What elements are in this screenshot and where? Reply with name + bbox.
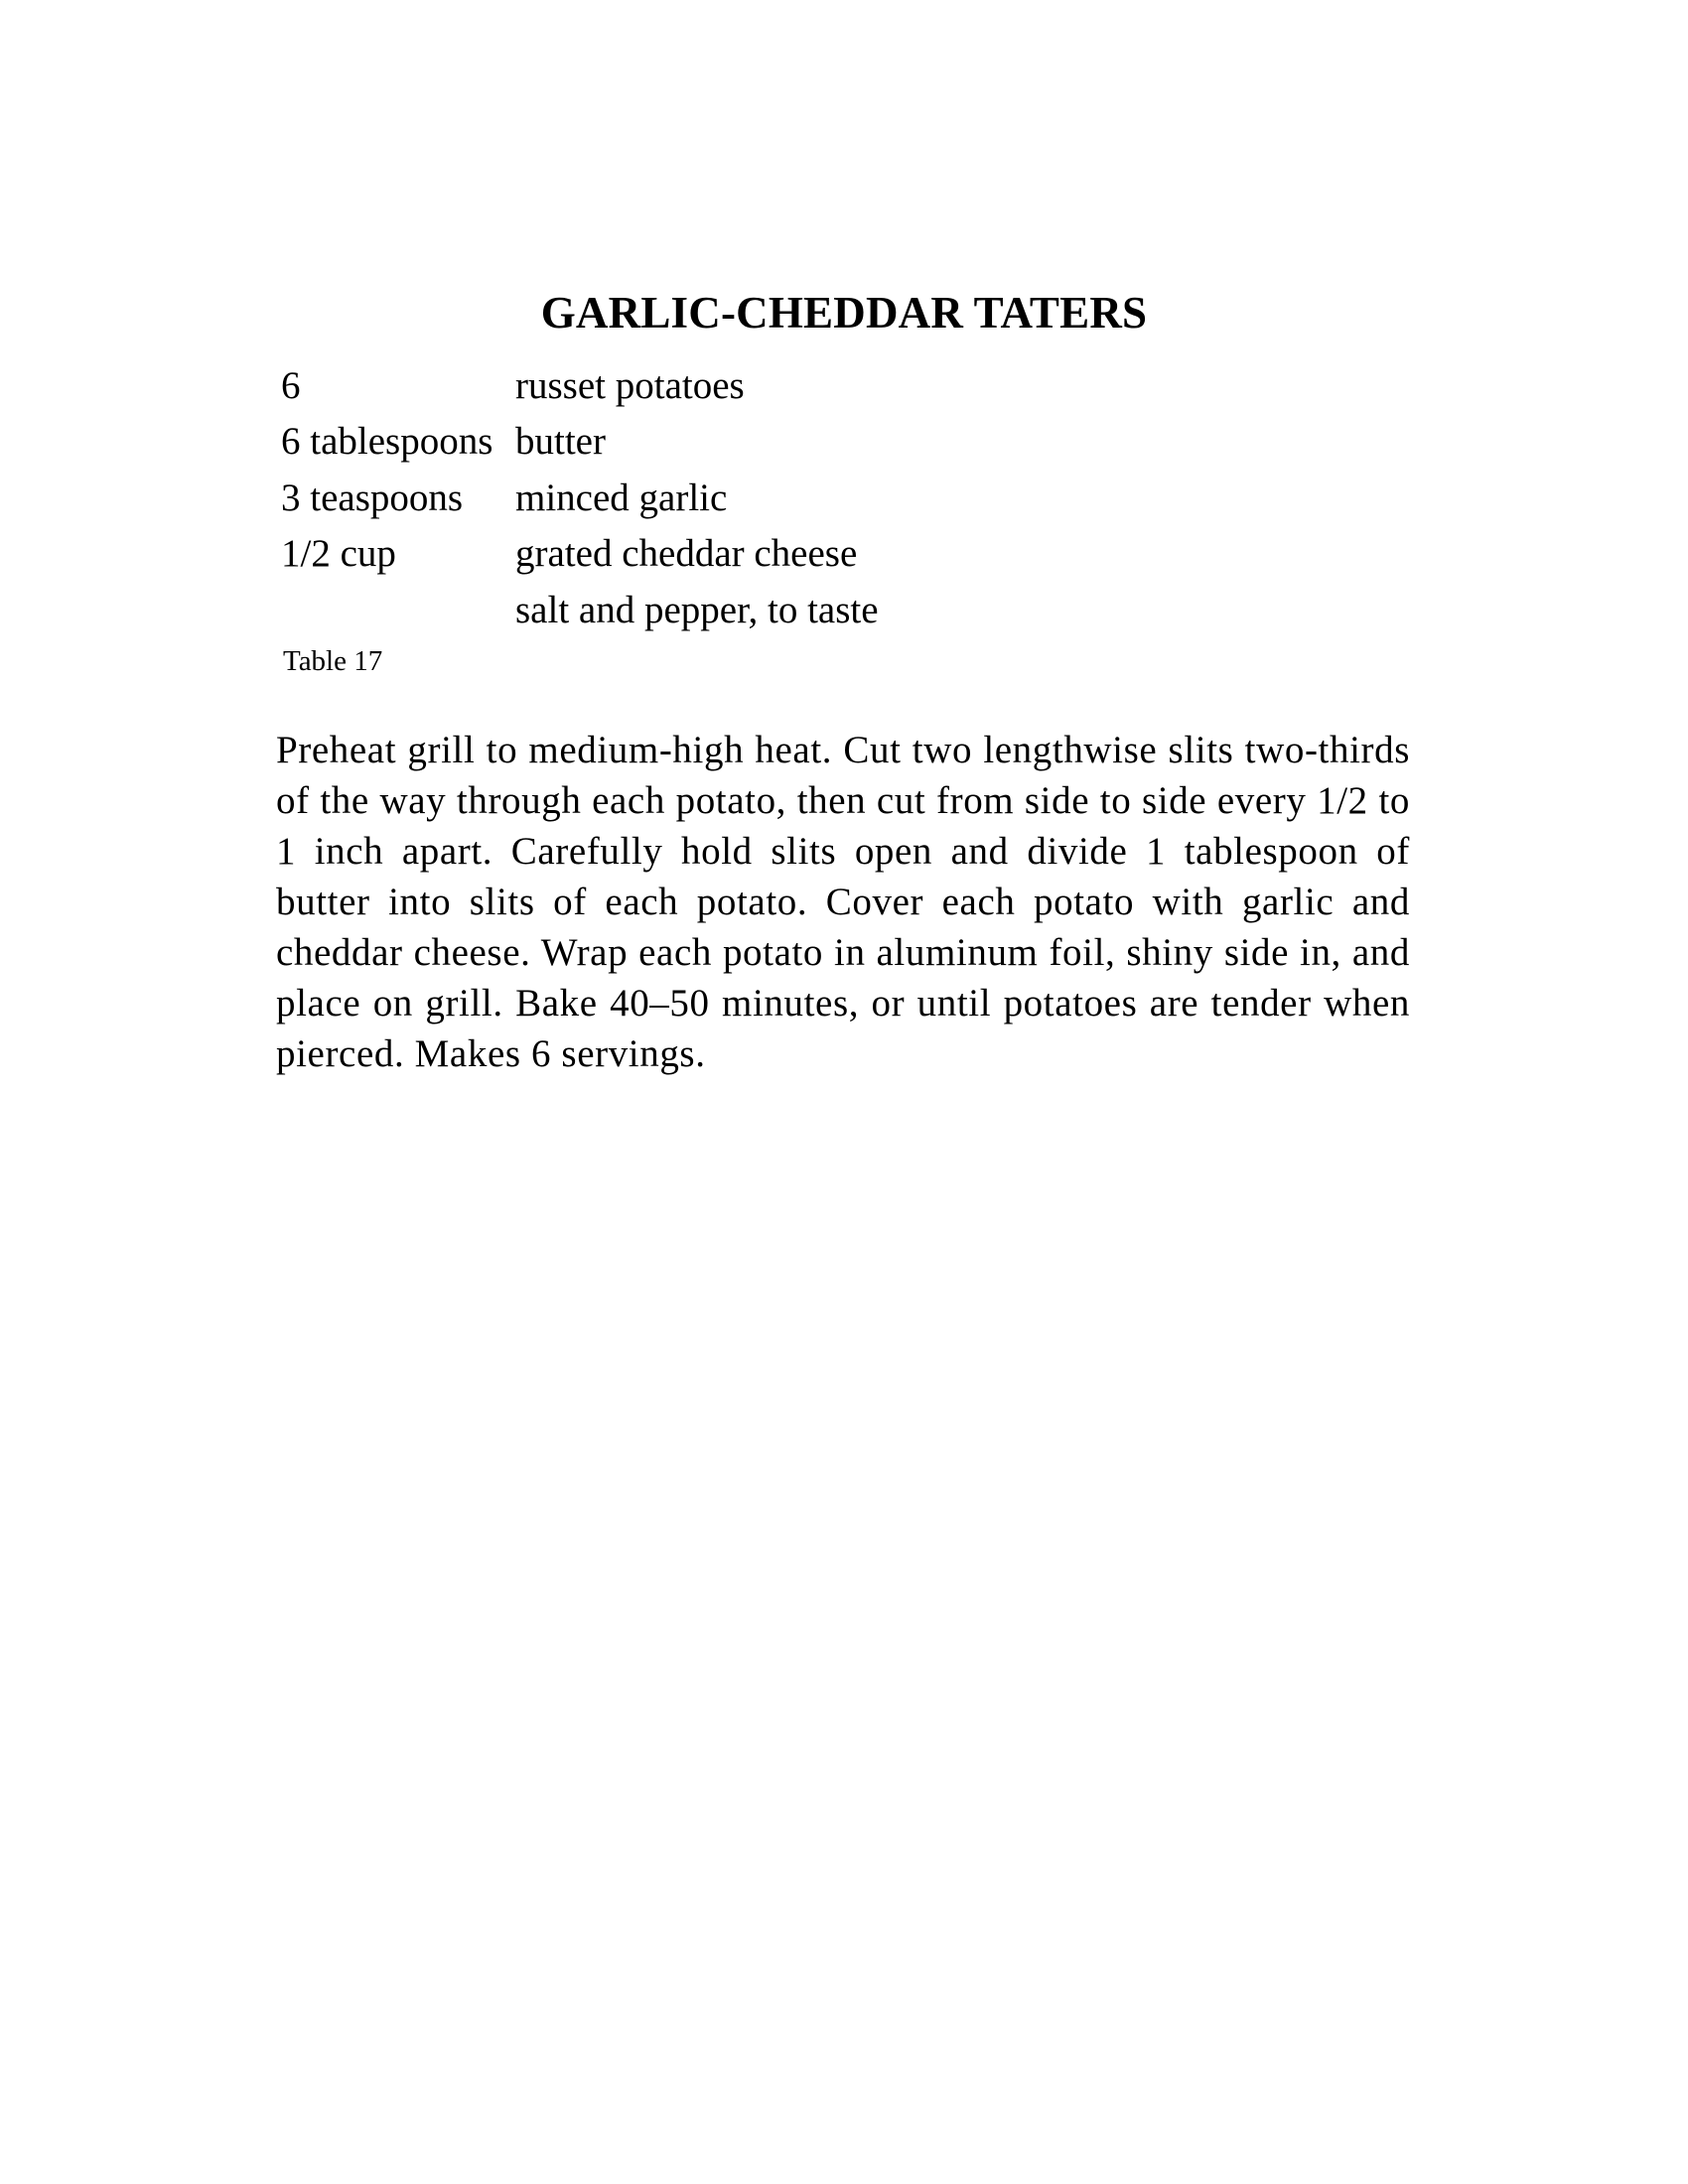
table-caption: Table 17 xyxy=(283,645,383,677)
instructions-paragraph: Preheat grill to medium-high heat. Cut two lengthwise slits two-thirds of the way through each potato, then cut from side to side every 1/2 to 1 inch apart. Carefully hold slits open and divide 1 tablespoon of butter into slits of each potato. Cover each potato with garlic and cheddar cheese. Wrap each potato in aluminum foil, shiny side in, and place on grill. Bake 40–50 minutes, or until potatoes are tender when pierced. Makes 6 servings. xyxy=(276,729,1410,1075)
ingredients-table xyxy=(281,357,879,638)
ingredient-item: butter xyxy=(515,420,606,464)
ingredient-item: salt and pepper, to taste xyxy=(515,588,879,631)
ingredient-row xyxy=(281,414,879,471)
ingredient-quantity: 1/2 cup xyxy=(281,532,396,576)
ingredient-row xyxy=(281,470,879,526)
ingredient-quantity: 6 tablespoons xyxy=(281,420,493,464)
recipe-title: GARLIC-CHEDDAR TATERS xyxy=(540,288,1148,339)
ingredient-item: grated cheddar cheese xyxy=(515,532,858,576)
ingredient-row xyxy=(281,357,879,414)
ingredient-row xyxy=(281,582,879,638)
ingredient-item: russet potatoes xyxy=(515,363,745,407)
ingredient-quantity: 3 teaspoons xyxy=(281,476,464,519)
ingredient-quantity: 6 xyxy=(281,363,301,407)
ingredient-row xyxy=(281,526,879,583)
ingredient-quantity xyxy=(281,582,515,638)
ingredient-item: minced garlic xyxy=(515,476,728,519)
